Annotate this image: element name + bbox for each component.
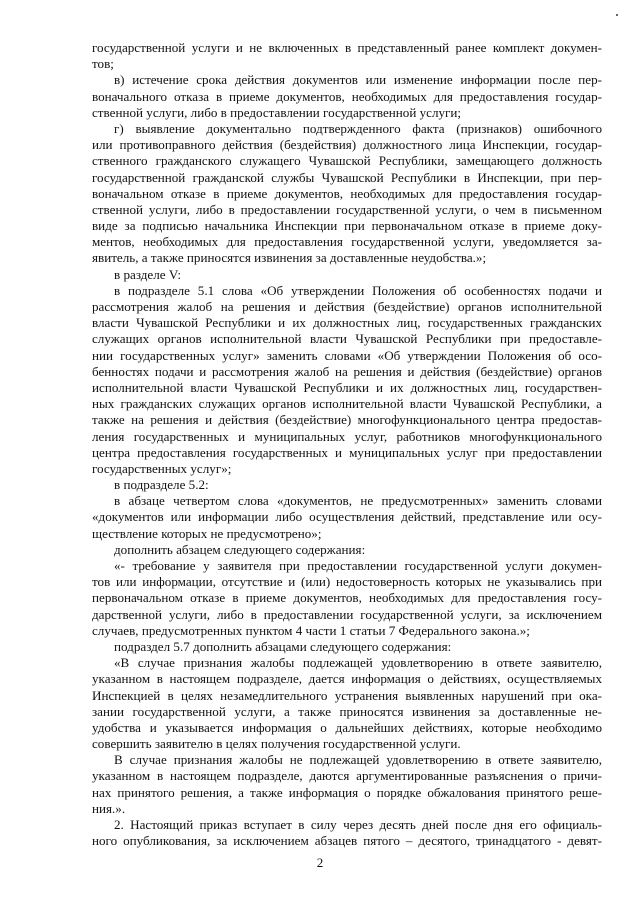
text-line: нах принятого решения, а также информация о порядке обжалования принятого реше- bbox=[92, 784, 602, 800]
text-line: служащих органов исполнительной власти Чувашской Республики при предоставле- bbox=[92, 331, 602, 347]
text-line: «- требование у заявителя при предоставлении государственной услуги докумен- bbox=[114, 558, 602, 573]
text-line: ного опубликования, за исключением абзацев пятого – десятого, тринадцатого - девят- bbox=[92, 833, 602, 849]
text-line: ществление которых не предусмотрено»; bbox=[92, 525, 322, 541]
text-line: в подразделе 5.1 слова «Об утверждении Положения об особенностях подачи и bbox=[114, 282, 602, 298]
text-line: дополнить абзацем следующего содержания: bbox=[114, 541, 366, 557]
text-line: ных гражданских служащих органов исполнительной власти Чувашской Республики, а bbox=[92, 396, 602, 412]
text-line: «В случае признания жалобы подлежащей удовлетворению в ответе заявителю, bbox=[114, 655, 602, 671]
scan-speck bbox=[616, 14, 618, 16]
text-line: государственной гражданской службы Чувашской Республики в Инспекции, при пер- bbox=[92, 169, 602, 185]
text-line: власти Чувашской Республики и их должностных лиц, государственных гражданских bbox=[92, 315, 602, 331]
text-line: случаев, предусмотренных пунктом 4 части 1 статьи 7 Федерального закона.»; bbox=[92, 622, 530, 638]
document-body-text bbox=[92, 40, 602, 849]
text-line: воначальном отказе в приеме документов, необходимых для предоставления государ- bbox=[92, 185, 602, 201]
text-line: государственной услуги и не включенных в представленный ранее комплект докумен- bbox=[92, 40, 602, 55]
text-line: государственных услуг»; bbox=[92, 460, 232, 476]
text-line: также на решения и действия (бездействие) многофункционального центра предостав- bbox=[92, 412, 602, 428]
text-line: зании государственной услуги, а также приносятся извинения за доставленные не- bbox=[92, 703, 602, 719]
text-line: воначального отказа в приеме документов, необходимых для предоставления государ- bbox=[92, 88, 602, 104]
text-line: ственного гражданского служащего Чувашской Республики, замещающего должность bbox=[92, 153, 602, 169]
text-line: виде за подписью начальника Инспекции при первоначальном отказе в приеме доку- bbox=[92, 218, 602, 234]
text-line: 2. Настоящий приказ вступает в силу через десять дней после дня его официаль- bbox=[114, 817, 602, 832]
text-line: ния.». bbox=[92, 800, 126, 816]
text-line: тов или информации, отсутствие и (или) недостоверность которых не указывались при bbox=[92, 574, 602, 590]
text-line: г) выявление документально подтвержденного факта (признаков) ошибочного bbox=[114, 120, 602, 136]
text-line: Инспекцией в целях незамедлительного устранения выявленных нарушений при ока- bbox=[92, 687, 602, 703]
text-line: в абзаце четвертом слова «документов, не предусмотренных» заменить словами bbox=[114, 493, 602, 509]
text-line: ления государственных и муниципальных услуг, работников многофункционального bbox=[92, 428, 602, 444]
text-line: бенностях подачи и рассмотрения жалоб на решения и действия (бездействие) органов bbox=[92, 363, 602, 379]
text-line: В случае признания жалобы не подлежащей удовлетворению в ответе заявителю, bbox=[114, 752, 602, 768]
text-line: рассмотрения жалоб на решения и действия (бездействие) органов исполнительной bbox=[92, 299, 602, 314]
text-line: в разделе V: bbox=[114, 266, 181, 282]
text-line: первоначальном отказе в приеме документов, необходимых для предоставления госу- bbox=[92, 590, 602, 606]
text-line: в) истечение срока действия документов или изменение информации после пер- bbox=[114, 72, 602, 88]
page-number: 2 bbox=[316, 855, 324, 870]
text-line: совершить заявителю в целях получения государственной услуги. bbox=[92, 736, 461, 752]
text-line: в подразделе 5.2: bbox=[114, 477, 209, 493]
text-line: тов; bbox=[92, 56, 114, 72]
text-line: ментов, необходимых для предоставления государственной услуги, уведомляется за- bbox=[92, 234, 602, 250]
text-line: дарственной услуги, либо в предоставлении государственной услуги, за исключением bbox=[92, 606, 602, 622]
text-line: указанном в настоящем подразделе, даются аргументированные разъяснения о причи- bbox=[92, 768, 602, 784]
text-line: явитель, а также приносятся извинения за доставленные неудобства.»; bbox=[92, 250, 487, 266]
text-line: исполнительной власти Чувашской Республики и их должностных лиц, государствен- bbox=[92, 379, 602, 395]
text-line: нии государственных услуг» заменить словами «Об утверждении Положения об осо- bbox=[92, 347, 602, 363]
text-line: подраздел 5.7 дополнить абзацами следующего содержания: bbox=[114, 638, 452, 654]
text-line: удобства и указывается информация о дальнейших действиях, которые необходимо bbox=[92, 719, 602, 735]
text-line: ственной услуги, либо в предоставлении государственной услуги; bbox=[92, 104, 462, 120]
text-line: центра предоставления государственных и муниципальных услуг при предоставлении bbox=[92, 444, 602, 460]
text-line: ственной услуги, либо в предоставлении государственной услуги, о чем в письменном bbox=[92, 201, 602, 217]
text-line: или противоправного действия (бездействия) должностного лица Инспекции, государ- bbox=[92, 137, 602, 153]
text-line: «документов или информации либо осуществления действий, представление или осу- bbox=[92, 509, 602, 525]
text-line: указанном в настоящем подразделе, дается информация о действиях, осуществляемых bbox=[92, 671, 602, 687]
